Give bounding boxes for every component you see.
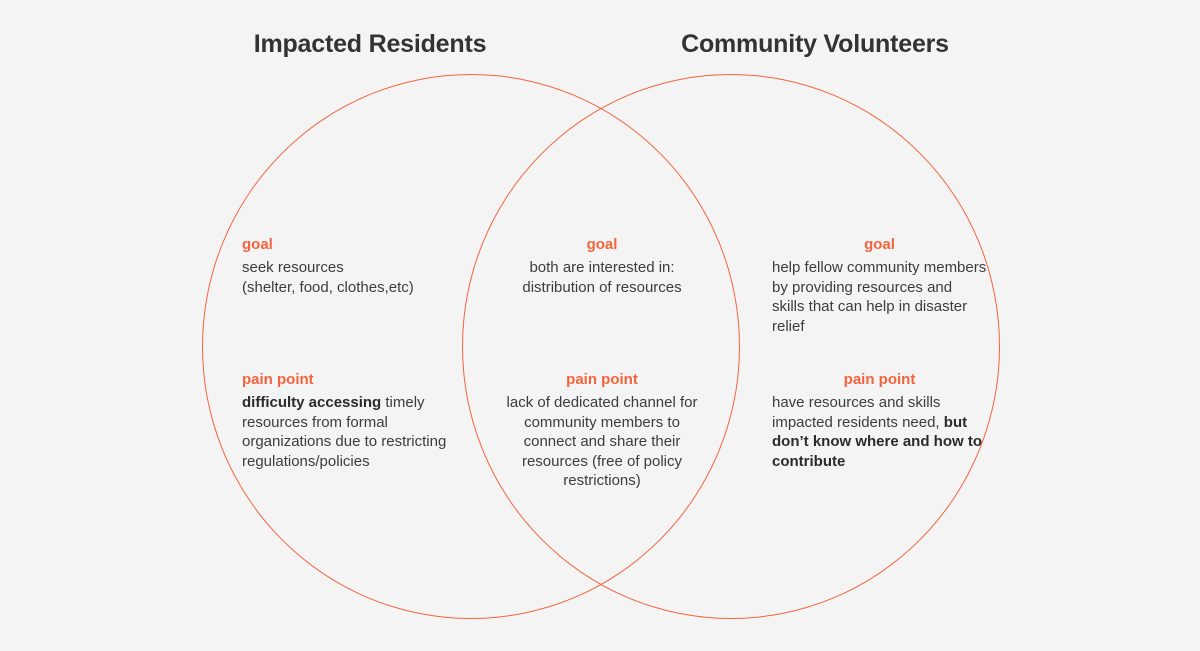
left-pain-text: timely resources from formal organizations due to restricting regulations/policies [242, 394, 447, 470]
right-goal-body: help fellow community members by providing resources and skills that can help in disaster relief [772, 259, 987, 335]
right-pain-bold-tail: but don’t know where and how to contribute [772, 413, 982, 470]
left-goal-line2: (shelter, food, clothes,etc) [242, 278, 414, 296]
right-pain-text: have resources and skills impacted residents need, [772, 394, 944, 431]
center-pain-heading: pain point [566, 371, 638, 388]
right-pain-heading: pain point [843, 371, 916, 388]
left-pain-body [242, 393, 472, 471]
right-pain-body [772, 393, 987, 471]
center-goal-body: both are interested in: distribution of resources [522, 259, 682, 296]
center-goal-heading: goal [586, 236, 618, 253]
left-pain-heading: pain point [242, 371, 314, 388]
left-goal-body [242, 258, 467, 297]
center-goal-block [498, 236, 706, 297]
right-circle-shape [462, 74, 1000, 619]
left-pain-block [242, 371, 472, 471]
right-pain-block [772, 371, 987, 471]
left-goal-heading: goal [242, 236, 273, 253]
right-goal-heading: goal [864, 236, 895, 253]
left-goal-block [242, 236, 467, 297]
left-goal-line1: seek resources [242, 259, 344, 276]
center-pain-block [498, 371, 706, 491]
left-circle-title: Impacted Residents [253, 30, 487, 58]
left-pain-bold-lead: difficulty accessing [242, 394, 382, 411]
center-pain-body: lack of dedicated channel for community members to connect and share their resources (free of policy restrictions) [506, 394, 698, 489]
right-goal-block [772, 236, 987, 336]
right-circle-title: Community Volunteers [681, 30, 949, 58]
